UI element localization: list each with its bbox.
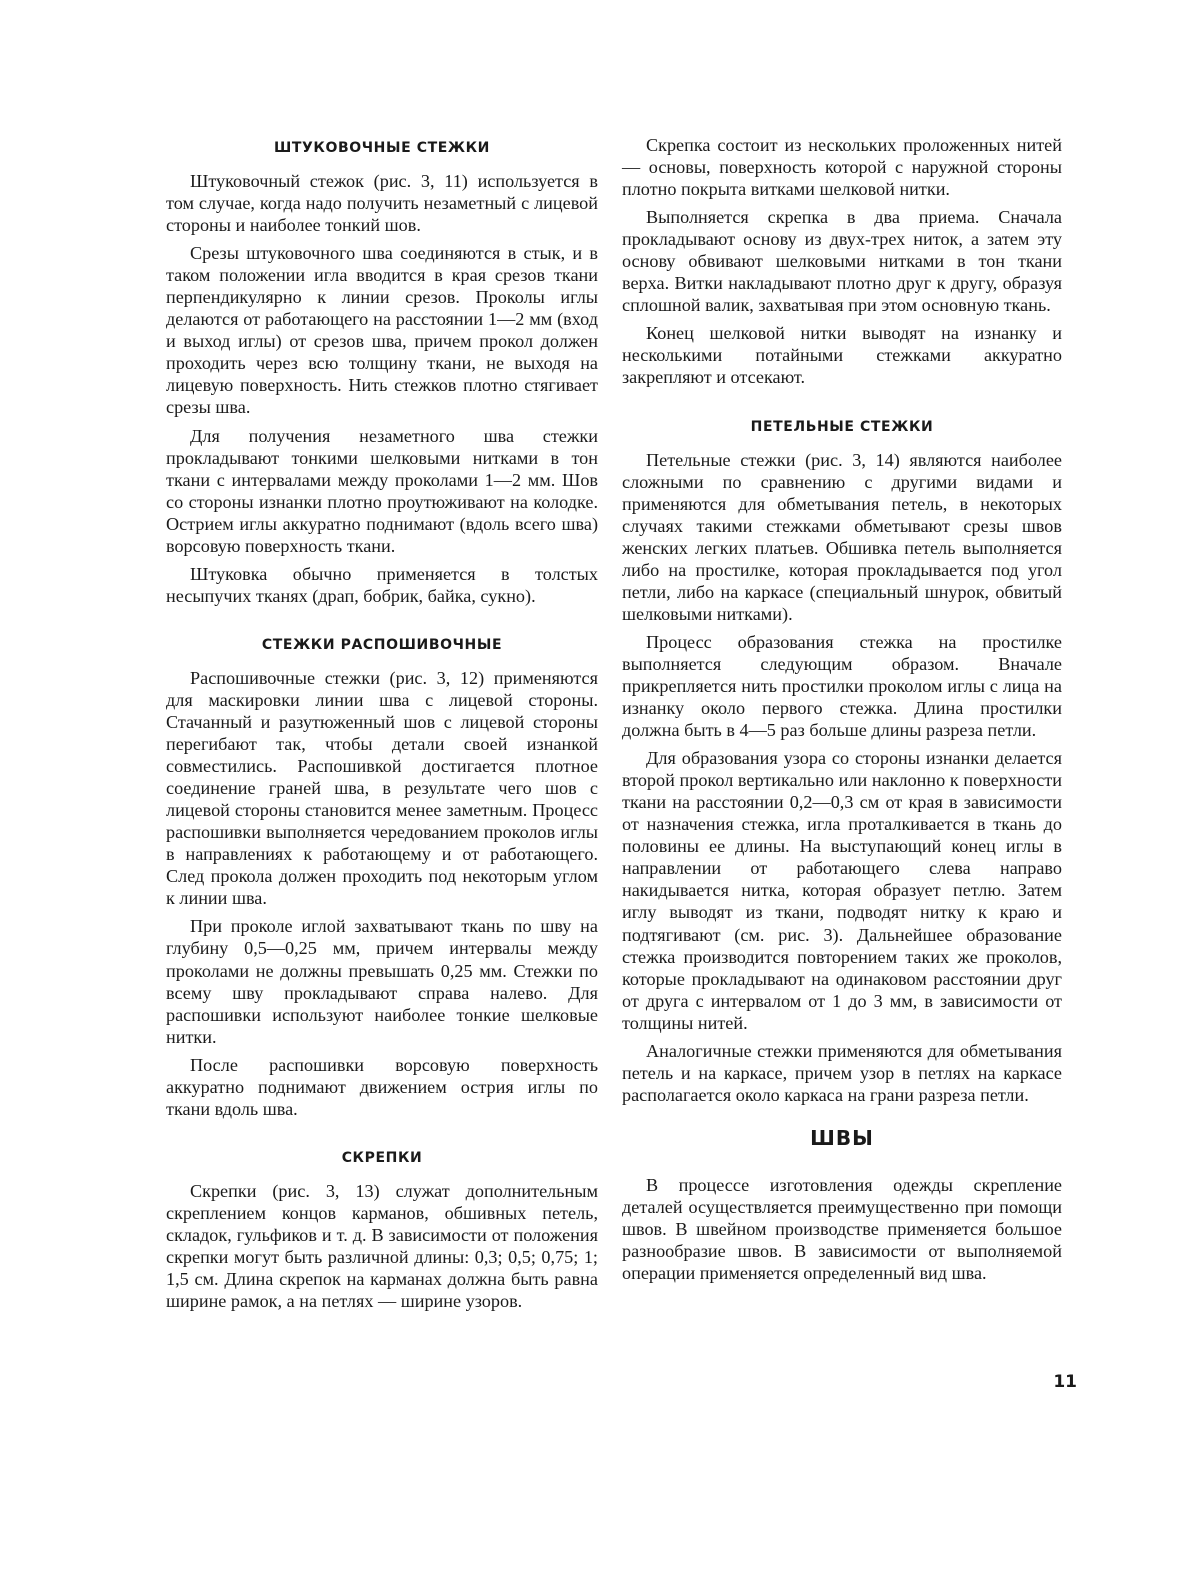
left-column	[166, 132, 598, 1312]
paragraph: Для образования узора со стороны изнанки делается второй прокол вертикально или наклонно к поверхности ткани на расстоянии 0,2—0,3 см от края в зависимости от назначения стежка, игла проталкивается в ткань до половины ее длины. На выступающий конец иглы в направлении от работающего слева направо накидывается нитка, которая образует петлю. Затем иглу выводят из ткани, подводят нитку к краю и подтягивают (см. рис. 3). Дальнейшее образование стежка производится повторением таких же проколов, которые прокладывают на одинаковом расстоянии друг от друга с интервалом от 1 до 3 мм, в зависимости от толщины нитей.	[622, 748, 1062, 1033]
paragraph: В процессе изготовления одежды скрепление деталей осуществляется преимущественно при помощи швов. В швейном производстве применяется большое разнообразие швов. В зависимости от выполняемой операции применяется определенный вид шва.	[622, 1174, 1062, 1284]
paragraph: Аналогичные стежки применяются для обметывания петель и на каркасе, причем узор в петлях на каркасе располагается около каркаса на грани разреза петли.	[622, 1040, 1062, 1105]
paragraph: Срезы штуковочного шва соединяются в стык, и в таком положении игла вводится в края срезов ткани перпендикулярно к линии срезов. Проколы иглы делаются от работающего на расстоянии 1—2 мм (вход и выход иглы) от срезов шва, причем прокол должен проходить через всю толщину ткани, не выходя на лицевую поверхность. Нить стежков плотно стягивает срезы шва.	[166, 243, 598, 418]
paragraph: Петельные стежки (рис. 3, 14) являются наиболее сложными по сравнению с другими видами и применяются для обметывания петель, в некоторых случаях такими стежками обметывают срезы швов женских легких платьев. Обшивка петель выполняется либо на простилке, которая прокладывается под угол петли, либо на каркасе (специальный шнурок, обвитый шелковыми нитками).	[622, 449, 1062, 624]
section-heading-bartacks: СКРЕПКИ	[341, 1149, 423, 1166]
paragraph: Для получения незаметного шва стежки прокладывают тонкими шелковыми нитками в тон ткани с интервалами между проколами 1—2 мм. Шов со стороны изнанки плотно проутюживают на колодке. Острием иглы аккуратно поднимают (вдоль всего шва) ворсовую поверхность ткани.	[166, 425, 598, 556]
paragraph: Процесс образования стежка на простилке выполняется следующим образом. Вначале прикрепляется нить простилки проколом иглы с лица на изнанку около первого стежка. Длина простилки должна быть в 4—5 раз больше длины разреза петли.	[622, 631, 1062, 741]
paragraph: Конец шелковой нитки выводят на изнанку и несколькими потайными стежками аккуратно закрепляют и отсекают.	[622, 323, 1062, 388]
page-number: 11	[1053, 1372, 1077, 1392]
section-heading-darning-stitches: ШТУКОВОЧНЫЕ СТЕЖКИ	[273, 140, 490, 156]
paragraph: Штуковка обычно применяется в толстых несыпучих тканях (драп, бобрик, байка, сукно).	[166, 563, 598, 606]
paragraph: Выполняется скрепка в два приема. Сначала прокладывают основу из двух-трех ниток, а затем эту основу обвивают шелковыми нитками в тон ткани верха. Витки накладывают плотно друг к другу, образуя сплошной валик, захватывая при этом основную ткань.	[622, 207, 1062, 316]
paragraph: При проколе иглой захватывают ткань по шву на глубину 0,5—0,25 мм, причем интервалы между проколами не должны превышать 0,25 мм. Стежки по всему шву прокладывают справа налево. Для распошивки используют наиболее тонкие шелковые нитки.	[166, 916, 598, 1047]
paragraph: После распошивки ворсовую поверхность аккуратно поднимают движением острия иглы по ткани вдоль шва.	[166, 1054, 598, 1119]
paragraph: Распошивочные стежки (рис. 3, 12) применяются для маскировки линии шва с лицевой стороны. Стачанный и разутюженный шов с лицевой стороны перегибают так, чтобы детали своей изнанкой совместились. Распошивкой достигается плотное соединение граней шва, в результате чего шов с лицевой стороны становится менее заметным. Процесс распошивки выполняется чередованием проколов иглы в направлениях к работающему и от работающего. След прокола должен проходить под некоторым углом к линии шва.	[166, 667, 598, 909]
section-heading-buttonhole-stitches: ПЕТЕЛЬНЫЕ СТЕЖКИ	[750, 418, 934, 435]
paragraph: Скрепка состоит из нескольких проложенных нитей — основы, поверхность которой с наружной стороны плотно покрыта витками шелковой нитки.	[622, 135, 1062, 200]
section-heading-seam-opening-stitches: СТЕЖКИ РАСПОШИВОЧНЫЕ	[261, 636, 503, 653]
right-column	[622, 134, 1062, 1284]
paragraph: Штуковочный стежок (рис. 3, 11) используется в том случае, когда надо получить незаметный с лицевой стороны и наиболее тонкий шов.	[166, 171, 598, 236]
paragraph: Скрепки (рис. 3, 13) служат дополнительным скреплением концов карманов, обшивных петель, складок, гульфиков и т. д. В зависимости от положения скрепки могут быть различной длины: 0,3; 0,5; 0,75; 1; 1,5 см. Длина скрепок на карманах должна быть равна ширине рамок, а на петлях — ширине узоров.	[166, 1180, 598, 1312]
section-heading-seams: ШВЫ	[810, 1125, 874, 1150]
